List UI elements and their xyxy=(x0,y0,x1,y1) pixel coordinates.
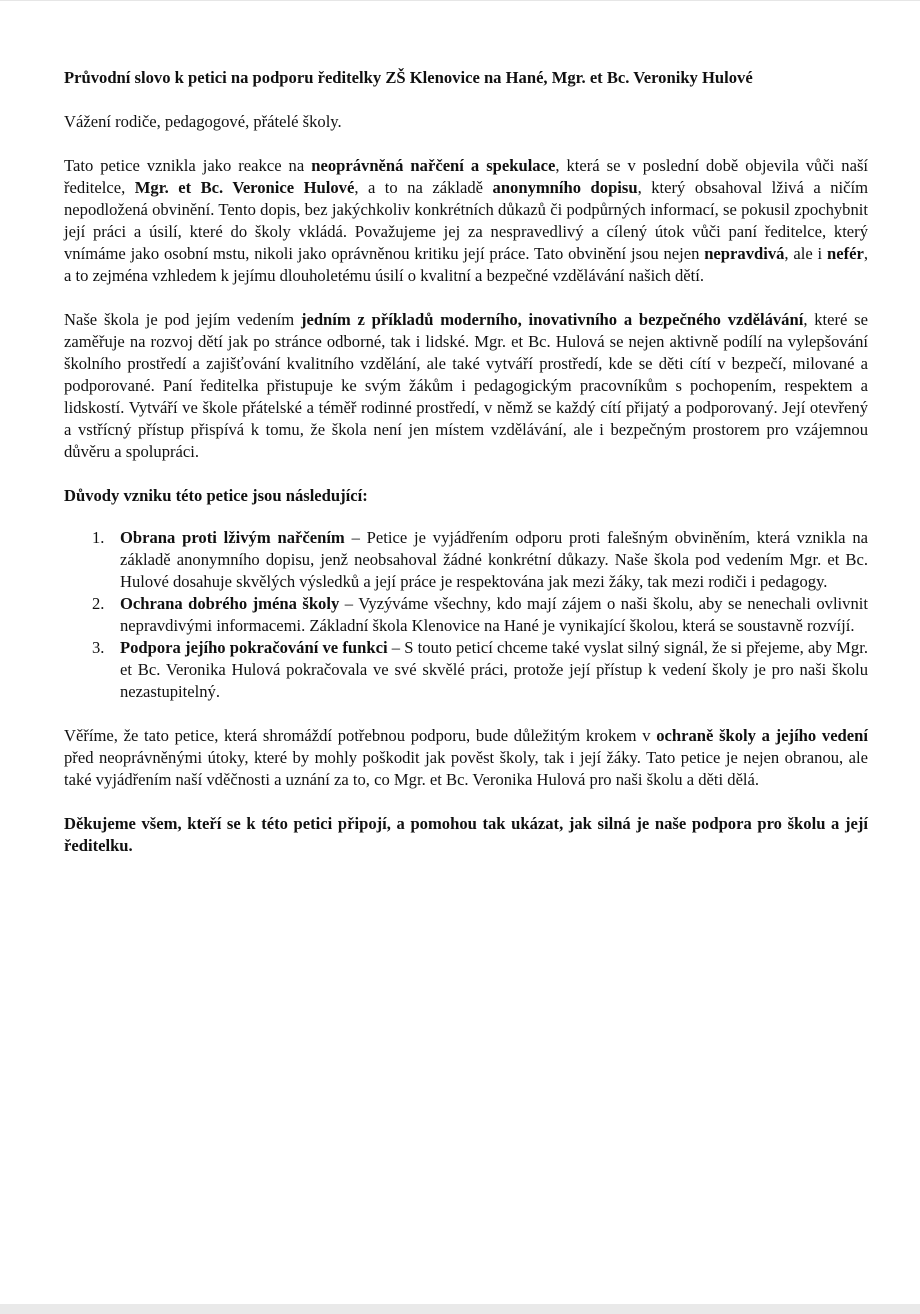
intro-text-2: , která se v poslední době objevila vůči naší ředitelce, xyxy=(64,156,869,197)
list-item-title: Podpora jejího pokračování ve funkci xyxy=(120,638,388,657)
intro-bold-5: nefér xyxy=(826,244,864,263)
intro-paragraph xyxy=(64,155,868,287)
list-item-text: – Vyzýváme všechny, kdo mají zájem o naši školu, aby se nenechali ovlivnit nepravdivými informacemi. Základní škola Klenovice na Hané je vynikající školou, která se soustavně rozvíjí. xyxy=(120,594,868,635)
greeting: Vážení rodiče, pedagogové, přátelé školy. xyxy=(64,112,342,131)
belief-bold-1: ochraně školy a jejího vedení xyxy=(656,726,868,745)
list-item-title: Ochrana dobrého jména školy xyxy=(120,594,340,613)
reasons-list xyxy=(64,527,868,703)
school-paragraph xyxy=(64,309,868,463)
intro-text-6: , a to zejména vzhledem k jejímu dlouholetému úsilí o kvalitní a bezpečné vzdělávání našich dětí. xyxy=(64,244,868,285)
belief-text-2: před neoprávněnými útoky, které by mohly poškodit jak pověst školy, tak i její žáky. Tato petice je nejen obranou, ale také vyjádřením naší vděčnosti a uznání za to, co Mgr. et Bc. Veronika Hulová pro naši školu a děti dělá. xyxy=(64,748,868,789)
belief-paragraph xyxy=(64,725,868,791)
list-item xyxy=(64,593,868,637)
intro-text-1: Tato petice vznikla jako reakce na xyxy=(64,156,312,175)
list-item xyxy=(64,527,868,593)
document-body xyxy=(64,67,868,857)
list-item-text: – Petice je vyjádřením odporu proti falešným obviněním, která vznikla na základě anonymního dopisu, jenž neobsahoval žádné konkrétní důkazy. Naše škola pod vedením Mgr. et Bc. Hulové dosahuje skvělých výsledků a její práce je respektována jak mezi žáky, tak mezi rodiči i pedagogy. xyxy=(120,528,868,591)
intro-bold-3: anonymního dopisu xyxy=(492,178,638,197)
list-item-number: 1. xyxy=(92,528,105,547)
intro-bold-2: Mgr. et Bc. Veronice Hulové xyxy=(134,178,355,197)
school-text-2: , které se zaměřuje na rozvoj dětí jak po stránce odborné, tak i lidské. Mgr. et Bc. Hulová se nejen aktivně podílí na vylepšování školního prostředí a zajišťování kvalitního vzdělání, ale také vytváří prostředí, kde se děti cítí v bezpečí, milované a podporované. Paní ředitelka přistupuje ke svým žákům i pedagogickým pracovníkům s pochopením, respektem a lidskostí. Vytváří ve škole přátelské a téměř rodinné prostředí, v němž se každý cítí přijatý a podporovaný. Její otevřený a vstřícný přístup přispívá k tomu, že škola není jen místem vzdělávání, ale i bezpečným prostorem pro vzájemnou důvěru a spolupráci. xyxy=(64,310,869,461)
intro-text-5: , ale i xyxy=(784,244,827,263)
list-item-number: 2. xyxy=(92,594,105,613)
reasons-heading: Důvody vzniku této petice jsou následující: xyxy=(64,486,368,505)
belief-text-1: Věříme, že tato petice, která shromáždí potřebnou podporu, bude důležitým krokem v xyxy=(64,726,657,745)
intro-bold-1: neoprávněná nařčení a spekulace xyxy=(311,156,556,175)
intro-text-3: , a to na základě xyxy=(354,178,493,197)
list-item xyxy=(64,637,868,703)
list-item-title: Obrana proti lživým nařčením xyxy=(120,528,345,547)
intro-bold-4: nepravdivá xyxy=(704,244,785,263)
school-text-1: Naše škola je pod jejím vedením xyxy=(64,310,301,329)
list-item-number: 3. xyxy=(92,638,105,657)
closing-statement: Děkujeme všem, kteří se k této petici připojí, a pomohou tak ukázat, jak silná je naše podpora pro školu a její ředitelku. xyxy=(64,814,868,855)
document-title: Průvodní slovo k petici na podporu ředitelky ZŠ Klenovice na Hané, Mgr. et Bc. Veroniky Hulové xyxy=(64,68,753,87)
school-bold-1: jedním z příkladů moderního, inovativního a bezpečného vzdělávání xyxy=(300,310,804,329)
list-item-text: – S touto peticí chceme také vyslat silný signál, že si přejeme, aby Mgr. et Bc. Veronika Hulová pokračovala ve své skvělé práci, protože její přístup k vedení školy je pro naši školu nezastupitelný. xyxy=(120,638,868,701)
intro-text-4: , který obsahoval lživá a ničím nepodložená obvinění. Tento dopis, bez jakýchkoliv konkrétních důkazů či podpůrných informací, se pokusil zpochybnit její práci a úsilí, které do školy vkládá. Považujeme jej za nespravedlivý a cílený útok vůči paní ředitelce, který vnímáme jako osobní mstu, nikoli jako oprávněnou kritiku její práce. Tato obvinění jsou nejen xyxy=(64,178,868,263)
